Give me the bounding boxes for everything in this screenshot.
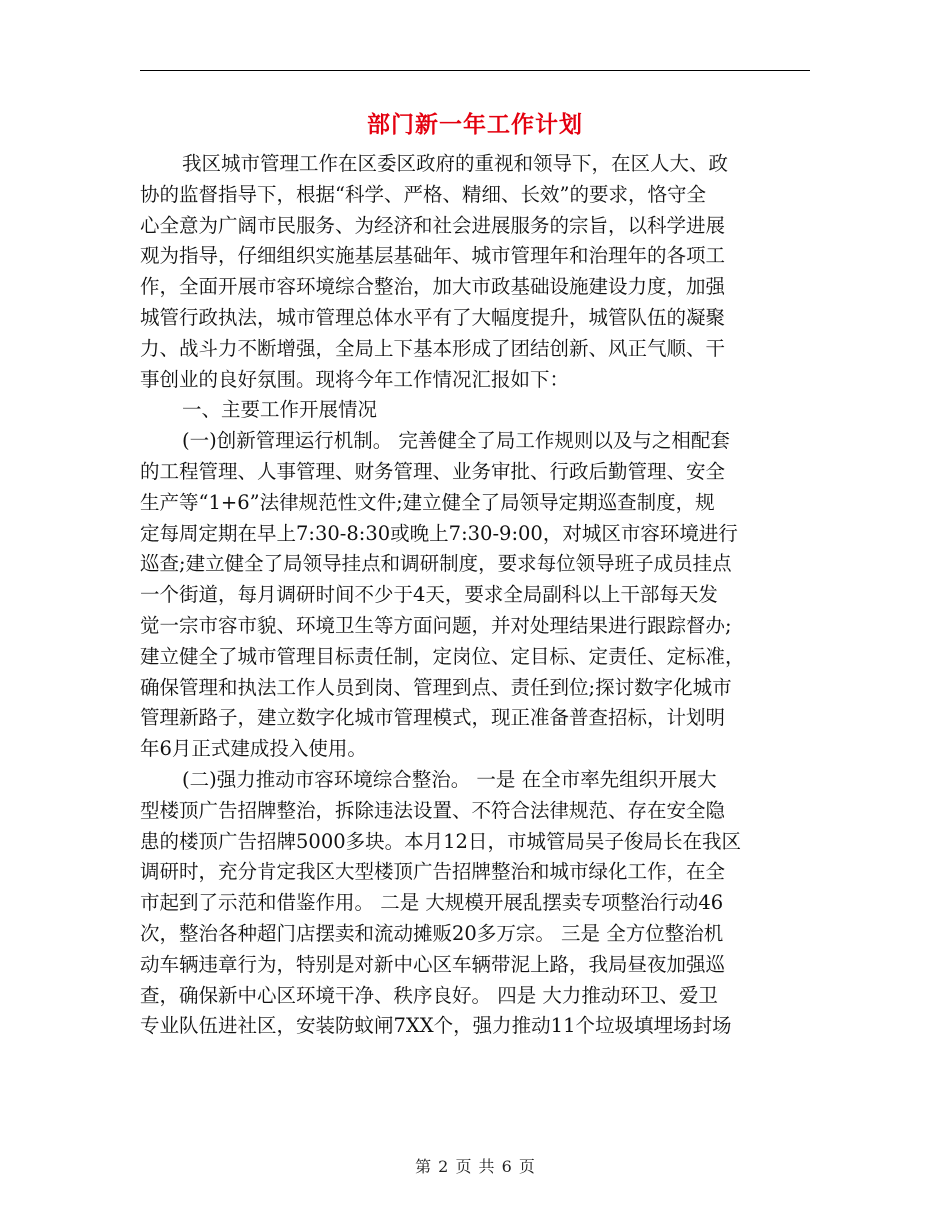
- paragraph-line: 巡查;建立健全了局领导挂点和调研制度，要求每位领导班子成员挂点: [140, 552, 732, 576]
- paragraph-line: 患的楼顶广告招牌5000多块。本月12日，市城管局吴子俊局长在我区: [140, 829, 741, 853]
- paragraph-line: 生产等“1+6”法律规范性文件;建立健全了局领导定期巡查制度，规: [140, 490, 715, 514]
- paragraph-line: 专业队伍进社区，安装防蚊闸7XX个，强力推动11个垃圾填埋场封场: [140, 1014, 732, 1038]
- paragraph-line: 动车辆违章行为，特别是对新中心区车辆带泥上路，我局昼夜加强巡: [140, 952, 726, 976]
- paragraph-line: 力、战斗力不断增强，全局上下基本形成了团结创新、风正气顺、干: [140, 336, 726, 360]
- header-rule: [140, 70, 810, 71]
- paragraph-line: 一个街道，每月调研时间不少于4天，要求全局副科以上干部每天发: [140, 583, 718, 607]
- paragraph-line: 次，整治各种超门店摆卖和流动摊贩20多万宗。 三是 全方位整治机: [140, 921, 724, 945]
- paragraph-line: (二)强力推动市容环境综合整治。 一是 在全市率先组织开展大: [182, 767, 717, 791]
- paragraph-line: 建立健全了城市管理目标责任制，定岗位、定目标、定责任、定标准，: [140, 644, 745, 668]
- paragraph-line: 觉一宗市容市貌、环境卫生等方面问题，并对处理结果进行跟踪督办;: [140, 613, 732, 637]
- page-footer: 第 2 页 共 6 页: [415, 1157, 535, 1176]
- paragraph-line: 城管行政执法，城市管理总体水平有了大幅度提升，城管队伍的凝聚: [140, 305, 726, 329]
- paragraph-line: 年6月正式建成投入使用。: [140, 737, 367, 761]
- section-heading: 一、主要工作开展情况: [182, 398, 378, 422]
- paragraph-line: 型楼顶广告招牌整治，拆除违法设置、不符合法律规范、存在安全隐: [140, 798, 726, 822]
- paragraph-line: 调研时，充分肯定我区大型楼顶广告招牌整治和城市绿化工作，在全: [140, 860, 726, 884]
- paragraph-line: 定每周定期在早上7:30-8:30或晚上7:30-9:00，对城区市容环境进行: [140, 521, 738, 545]
- paragraph-line: 作，全面开展市容环境综合整治，加大市政基础设施建设力度，加强: [140, 275, 726, 299]
- paragraph-line: 确保管理和执法工作人员到岗、管理到点、责任到位;探讨数字化城市: [140, 675, 732, 699]
- paragraph-line: 查，确保新中心区环境干净、秩序良好。 四是 大力推动环卫、爱卫: [140, 983, 718, 1007]
- paragraph-line: 事创业的良好氛围。现将今年工作情况汇报如下：: [140, 367, 570, 391]
- paragraph-line: 我区城市管理工作在区委区政府的重视和领导下，在区人大、政: [182, 152, 729, 175]
- paragraph-line: 的工程管理、人事管理、财务管理、业务审批、行政后勤管理、安全: [140, 459, 726, 483]
- paragraph-line: 市起到了示范和借鉴作用。 二是 大规模开展乱摆卖专项整治行动46: [140, 891, 724, 915]
- paragraph-line: 心全意为广阔市民服务、为经济和社会进展服务的宗旨，以科学进展: [140, 213, 726, 237]
- paragraph-line: 管理新路子，建立数字化城市管理模式，现正准备普查招标，计划明: [140, 706, 726, 730]
- document-title: 部门新一年工作计划: [367, 111, 583, 138]
- paragraph-line: 协的监督指导下，根据“科学、严格、精细、长效”的要求，恪守全: [140, 182, 706, 206]
- document-body: [140, 149, 810, 1042]
- paragraph-line: 观为指导，仔细组织实施基层基础年、城市管理年和治理年的各项工: [140, 244, 726, 268]
- paragraph-line: (一)创新管理运行机制。 完善健全了局工作规则以及与之相配套: [182, 429, 730, 453]
